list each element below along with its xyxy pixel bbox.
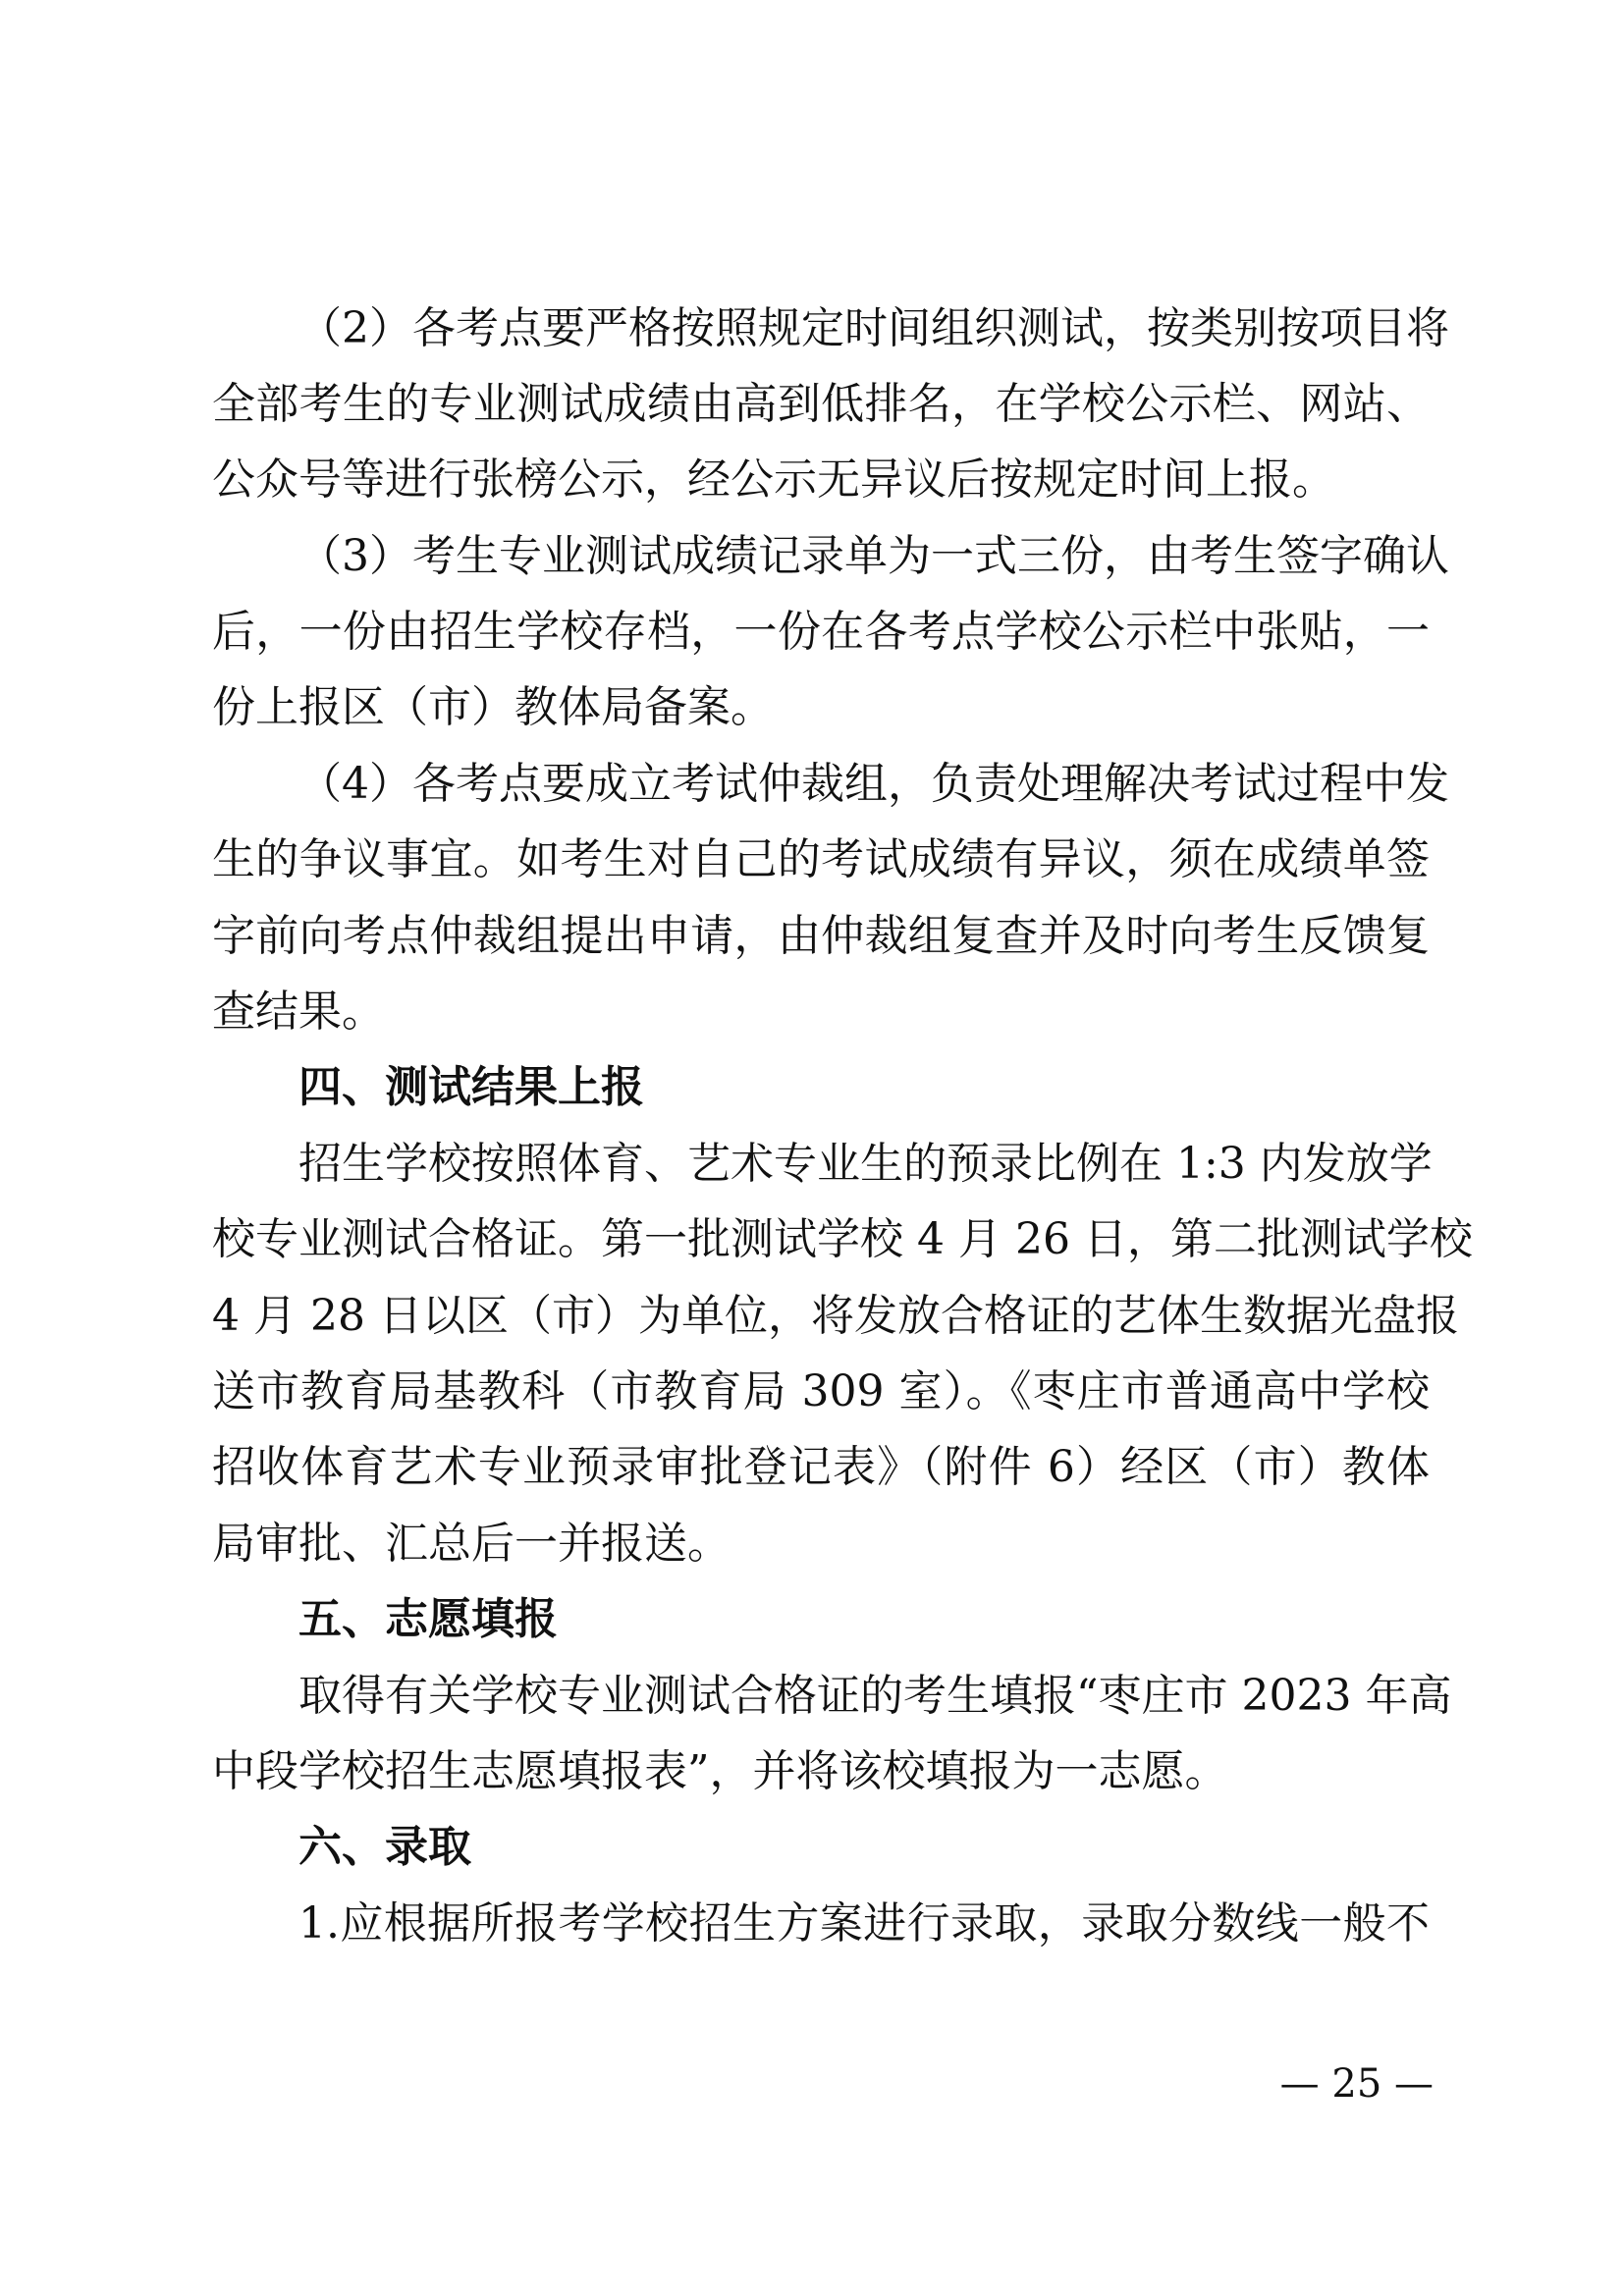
section-heading: 五、志愿填报 [298,1594,558,1644]
paragraph-line: 字前向考点仲裁组提出申请，由仲裁组复查并及时向考生反馈复 [212,911,1430,961]
paragraph-line: （4）各考点要成立考试仲裁组，负责处理解决考试过程中发 [298,759,1449,809]
page-number: — 25 — [1279,2061,1434,2107]
paragraph-line: 4 月 28 日以区（市）为单位，将发放合格证的艺体生数据光盘报 [212,1291,1459,1341]
paragraph-line: 中段学校招生志愿填报表”，并将该校填报为一志愿。 [212,1746,1228,1796]
paragraph-line: 生的争议事宜。如考生对自己的考试成绩有异议，须在成绩单签 [212,834,1430,884]
paragraph-line: 局审批、汇总后一并报送。 [212,1519,731,1569]
section-heading: 四、测试结果上报 [298,1062,644,1112]
paragraph-line: 公众号等进行张榜公示，经公示无异议后按规定时间上报。 [212,454,1335,505]
paragraph-line: 送市教育局基教科（市教育局 309 室）。《枣庄市普通高中学校 [212,1366,1430,1416]
paragraph-line: 招收体育艺术专业预录审批登记表》（附件 6）经区（市）教体 [212,1442,1430,1492]
paragraph-line: 全部考生的专业测试成绩由高到低排名，在学校公示栏、网站、 [212,379,1430,429]
paragraph-line: 校专业测试合格证。第一批测试学校 4 月 26 日，第二批测试学校 [212,1214,1473,1264]
paragraph-line: （2）各考点要严格按照规定时间组织测试，按类别按项目将 [298,303,1449,353]
paragraph-line: 份上报区（市）教体局备案。 [212,682,774,732]
paragraph-line: 查结果。 [212,987,385,1037]
paragraph-line: 招生学校按照体育、艺术专业生的预录比例在 1:3 内发放学 [298,1139,1433,1189]
paragraph-line: 取得有关学校专业测试合格证的考生填报“枣庄市 2023 年高 [298,1671,1452,1721]
paragraph-line: 1.应根据所报考学校招生方案进行录取，录取分数线一般不 [298,1898,1430,1949]
paragraph-line: 后，一份由招生学校存档，一份在各考点学校公示栏中张贴，一 [212,607,1430,657]
paragraph-line: （3）考生专业测试成绩记录单为一式三份，由考生签字确认 [298,531,1449,581]
section-heading: 六、录取 [298,1822,471,1872]
